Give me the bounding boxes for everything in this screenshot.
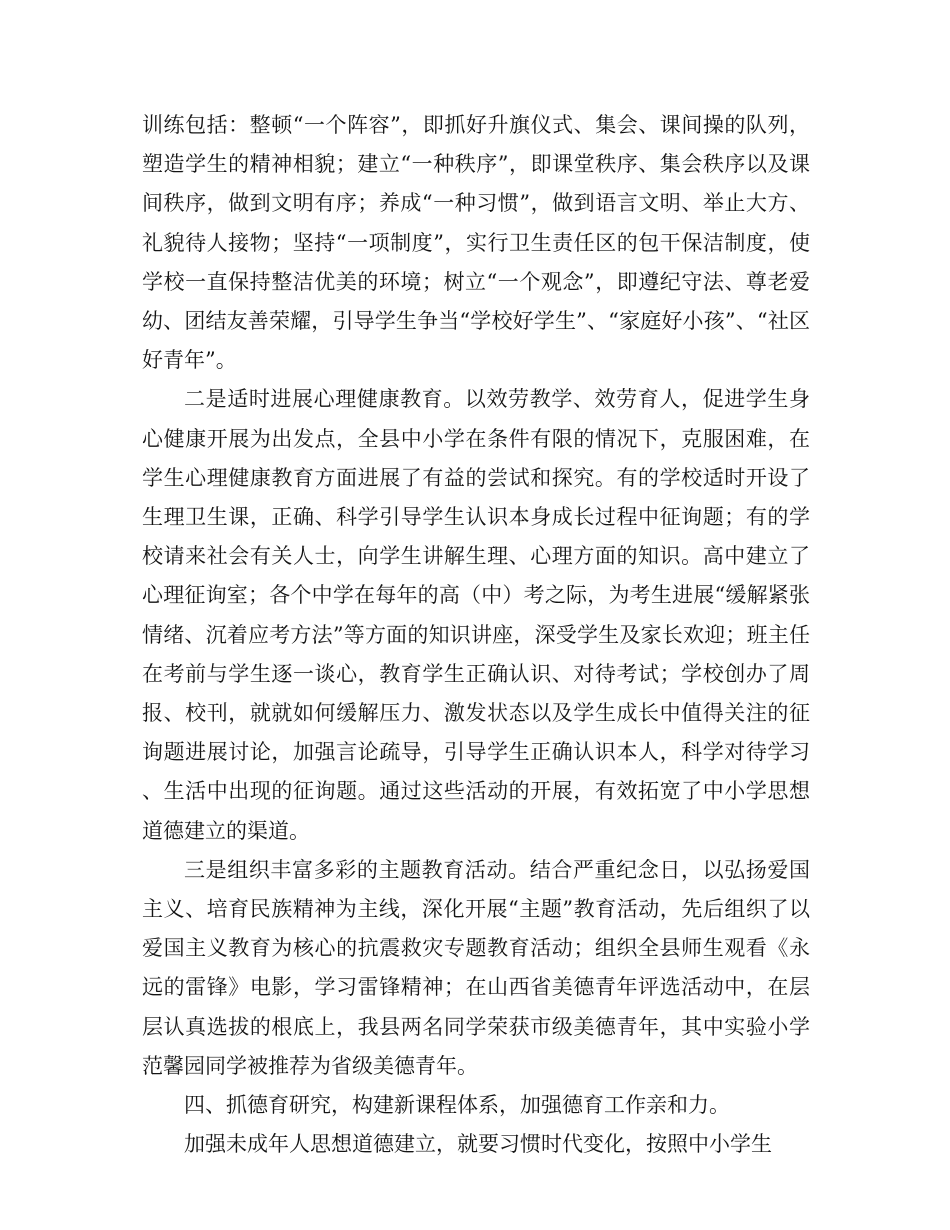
paragraph-continuation: 训练包括：整顿“一个阵容”，即抓好升旗仪式、集会、课间操的队列，塑造学生的精神相貌；建立“一种秩序”，即课堂秩序、集会秩序以及课间秩序，做到文明有序；养成“一种习惯”，做到语言文明、举止大方、礼貌待人接物；坚持“一项制度”，实行卫生责任区的包干保洁制度，使学校一直保持整洁优美的环境；树立“一个观念”，即遵纪守法、尊老爱幼、团结友善荣耀，引导学生争当“学校好学生”、“家庭好小孩”、“社区好青年”。 [142, 113, 810, 373]
document-body [142, 106, 810, 1164]
section-heading-moral-research: 四、抓德育研究，构建新课程体系，加强德育工作亲和力。 [184, 1093, 730, 1118]
paragraph-theme-activities: 三是组织丰富多彩的主题教育活动。结合严重纪念日，以弘扬爱国主义、培育民族精神为主线，深化开展“主题”教育活动，先后组织了以爱国主义教育为核心的抗震救灾专题教育活动；组织全县师生观看《永远的雷锋》电影，学习雷锋精神；在山西省美德青年评选活动中，在层层认真选拔的根底上，我县两名同学荣获市级美德青年，其中实验小学范馨园同学被推荐为省级美德青年。 [142, 857, 810, 1078]
paragraph-mental-health: 二是适时进展心理健康教育。以效劳教学、效劳育人，促进学生身心健康开展为出发点，全县中小学在条件有限的情况下，克服困难，在学生心理健康教育方面进展了有益的尝试和探究。有的学校适时开设了生理卫生课，正确、科学引导学生认识本身成长过程中征询题；有的学校请来社会有关人士，向学生讲解生理、心理方面的知识。高中建立了心理征询室；各个中学在每年的高（中）考之际，为考生进展“缓解紧张情绪、沉着应考方法”等方面的知识讲座，深受学生及家长欢迎；班主任在考前与学生逐一谈心，教育学生正确认识、对待考试；学校创办了周报、校刊，就就如何缓解压力、激发状态以及学生成长中值得关注的征询题进展讨论，加强言论疏导，引导学生正确认识本人，科学对待学习、生活中出现的征询题。通过这些活动的开展，有效拓宽了中小学思想道德建立的渠道。 [142, 387, 810, 843]
paragraph-moral-construction: 加强未成年人思想道德建立，就要习惯时代变化，按照中小学生 [184, 1132, 772, 1157]
